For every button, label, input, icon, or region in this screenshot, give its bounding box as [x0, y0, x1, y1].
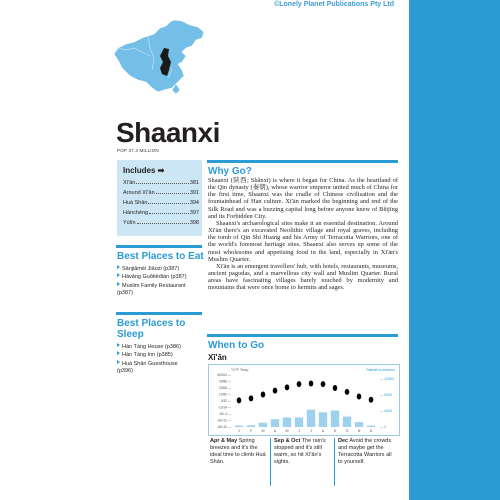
climate-city: Xī'ān [208, 353, 227, 362]
temp-tick-label: -30/-22 — [216, 418, 231, 423]
tip-autumn [274, 438, 332, 466]
month-label: A [321, 429, 325, 433]
rain-axis-ticks [380, 377, 394, 429]
temperature-marker [309, 380, 314, 386]
best-sleep-title-line1: Best Places to [117, 318, 186, 329]
rainfall-bar [235, 426, 243, 427]
list-item[interactable] [117, 351, 205, 359]
includes-item[interactable] [123, 180, 199, 186]
tip-divider [270, 438, 271, 486]
rainfall-bar [259, 423, 267, 427]
rainfall-bar [295, 417, 303, 427]
includes-item-name: Yúlín [123, 220, 136, 226]
temp-tick-label: 0/32 — [220, 399, 231, 404]
list-item-name: Muslim Family Restaurant [122, 282, 186, 289]
rain-tick-label: — 4/100 [380, 409, 393, 414]
month-label: D [369, 429, 373, 433]
when-to-go-title: When to Go [208, 340, 265, 351]
list-item-page: (p387) [163, 266, 180, 272]
rain-axis-label: Rainfall inches/mm [366, 368, 395, 372]
rainfall-bar [271, 419, 279, 427]
temp-tick-label: 30/86 — [218, 379, 231, 384]
tip-divider [334, 438, 335, 486]
tip-spring [210, 438, 268, 466]
temperature-marker [333, 385, 338, 391]
includes-item-page: 391 [189, 190, 199, 196]
best-sleep-title [117, 318, 185, 340]
best-eat-list [117, 265, 205, 298]
temperature-markers [237, 380, 374, 403]
list-item[interactable] [117, 273, 205, 281]
list-item-name: Sānjiāmèi Jiǎozi [122, 266, 162, 272]
temperature-marker [237, 397, 242, 403]
includes-item[interactable] [123, 190, 199, 196]
china-locator-map [112, 18, 207, 100]
why-go-paragraph: Shaanxi (陕西; Shǎnxī) is where it began for China. As the heartland of the Qin dynasty (秦朝), whose warrior emperor united much of China for the first time, Shaanxi was the cradle of Chinese civilisation and the fountainhead of Han culture. Xī'ān marked the beginning and end of the Silk Road and was a buzzing capital long before anyone knew of Běijīng and its Forbidden City. [208, 177, 398, 220]
china-outline [114, 20, 204, 92]
best-sleep-title-line2: Sleep [117, 329, 144, 340]
why-go-body [208, 177, 398, 292]
includes-item-name: Around Xī'ān [123, 190, 155, 196]
temperature-marker [369, 397, 374, 403]
why-go-paragraph: Shaanxi's archaeological sites make it an essential destination. Around Xī'ān there's an excavated Neolithic village and royal graves, including the tomb of Qin Shi Huang and his Army of Terracotta Warriors, one of the world's foremost heritage sites. Shaanxi also serves up some of the most wholesome and appetising food in the land, especially in Xī'ān's Muslim Quarter. [208, 219, 398, 263]
why-go-paragraph: Xī'ān is an emergent travellers' hub, with hotels, restaurants, museums, ancient pagodas, and a marvellous city wall and Muslim Quarter. Rural areas have fascinating villages barely touched by modernity and mountains that were once home to hermits and sages. [208, 262, 398, 292]
month-label: O [345, 429, 349, 433]
list-item-page: (p387) [117, 290, 133, 297]
best-eat-title: Best Places to Eat [117, 251, 204, 262]
rainfall-bar [319, 412, 327, 427]
why-go-title: Why Go? [208, 166, 252, 177]
rainfall-bar [343, 417, 351, 427]
month-label: M [285, 429, 289, 433]
population: POP 37.4 MILLION [117, 148, 159, 153]
temperature-marker [273, 388, 278, 394]
copyright-credit: ©Lonely Planet Publications Pty Ltd [274, 1, 394, 8]
temp-tick-label: 10/50 — [218, 392, 231, 397]
includes-heading: Includes ➡ [123, 166, 165, 175]
temperature-marker [321, 381, 326, 387]
rainfall-bar [307, 410, 315, 427]
tip-text: The rain's stopped and it's still warm, so hit Xī'ān's sights. [274, 438, 326, 465]
list-item-name: Hàn Táng Inn [122, 352, 156, 359]
includes-item[interactable] [123, 220, 199, 226]
includes-item-page: 398 [189, 220, 199, 226]
list-item[interactable] [117, 360, 205, 376]
temp-axis-ticks [217, 373, 232, 429]
includes-item-name: Hánchéng [123, 210, 149, 216]
month-labels [238, 429, 373, 433]
when-to-go-rule [207, 334, 398, 337]
list-item-page: (p396) [117, 368, 133, 375]
month-label: S [333, 429, 337, 433]
temperature-marker [249, 395, 254, 401]
tip-text: Avoid the crowds and maybe get the Terracotta Warriors all to yourself. [338, 438, 392, 465]
month-label: F [249, 429, 253, 433]
temp-tick-label: -20/-4 — [218, 412, 231, 417]
month-label: J [310, 429, 312, 433]
temp-tick-label: 40/104 — [217, 373, 231, 378]
chapter-side-band [409, 0, 500, 500]
temp-tick-label: -40/-40 — [216, 425, 231, 430]
tip-months: Apr & May [210, 438, 238, 444]
tip-months: Dec [338, 438, 349, 444]
temperature-marker [357, 393, 362, 399]
rainfall-bar [367, 426, 375, 427]
tip-winter [338, 438, 396, 466]
temp-axis-label: °C/°F Temp [231, 368, 249, 372]
temperature-marker [297, 381, 302, 387]
rain-tick-label: — 12/300 [380, 377, 394, 382]
list-item-page: (p387) [170, 274, 187, 281]
why-go-rule [207, 160, 398, 163]
rainfall-bar [283, 417, 291, 427]
includes-item[interactable] [123, 210, 199, 216]
includes-item-name: Huá Shān [123, 200, 148, 206]
temp-tick-label: 20/68 — [218, 386, 231, 391]
includes-item-name: Xī'ān [123, 180, 136, 186]
month-label: J [238, 429, 240, 433]
eat-rule [116, 245, 202, 248]
month-label: J [298, 429, 300, 433]
rainfall-bars [235, 410, 375, 427]
tip-months: Sep & Oct [274, 438, 301, 444]
temperature-marker [261, 392, 266, 398]
month-label: M [261, 429, 265, 433]
list-item-name: Hǎvǎng Guōtiēdiàn [122, 274, 170, 281]
includes-item-page: 397 [189, 210, 199, 216]
climate-chart [208, 364, 400, 436]
list-item[interactable] [117, 343, 205, 351]
includes-item-page: 394 [189, 200, 199, 206]
sleep-rule [116, 312, 202, 315]
tip-text: Spring breezes and it's the ideal time to climb Huá Shān. [210, 438, 266, 465]
rain-tick-label: — 8/200 [380, 393, 393, 398]
rainfall-bar [331, 411, 339, 427]
rainfall-bar [247, 425, 255, 427]
includes-item-page: 381 [189, 180, 199, 186]
best-sleep-list [117, 343, 205, 376]
list-item-name: Huá Shān Guesthouse [122, 360, 178, 367]
month-label: N [357, 429, 361, 433]
page-title: Shaanxi [116, 117, 220, 148]
list-item-name: Hàn Táng House [122, 344, 164, 350]
list-item[interactable] [117, 265, 205, 273]
temp-tick-label: -10/14 — [217, 405, 231, 410]
includes-box [117, 160, 202, 236]
temperature-marker [345, 389, 350, 395]
month-label: A [273, 429, 277, 433]
rainfall-bar [355, 422, 363, 427]
temperature-marker [285, 384, 290, 390]
list-item-page: (p385) [156, 352, 173, 359]
includes-item[interactable] [123, 200, 199, 206]
list-item-page: (p386) [165, 344, 181, 350]
rain-tick-label: — 0 [380, 425, 386, 430]
list-item[interactable] [117, 282, 205, 298]
